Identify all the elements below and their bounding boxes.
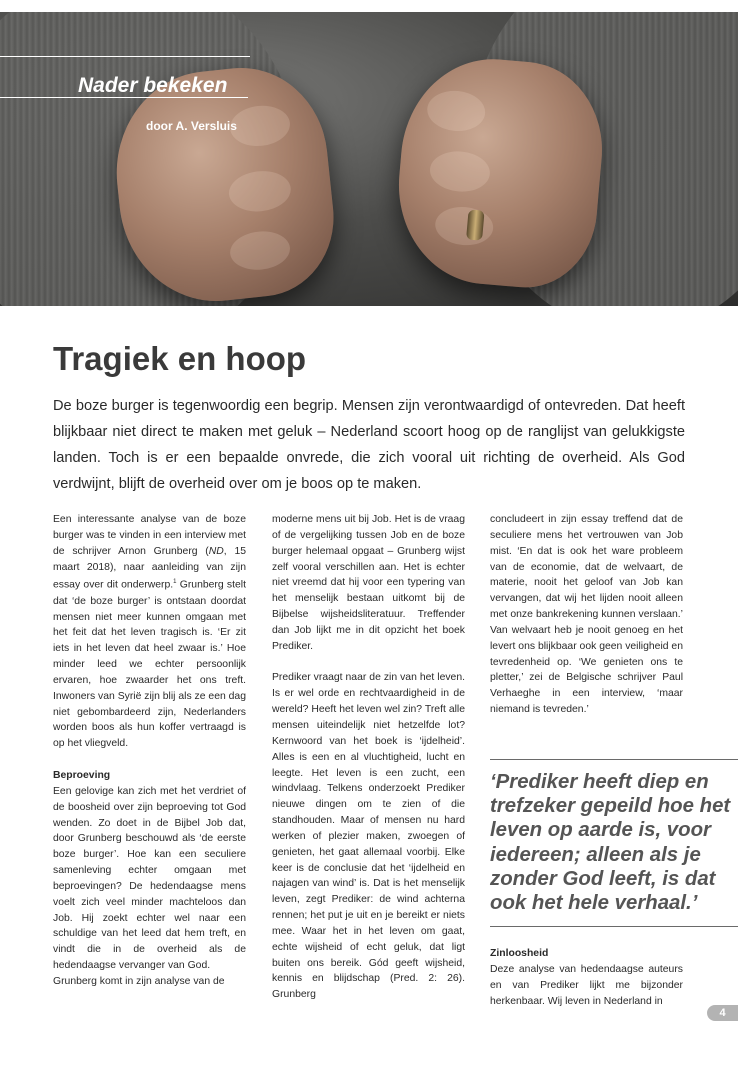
subheading-beproeving: Beproeving: [53, 769, 111, 781]
article-title: Tragiek en hoop: [53, 340, 307, 377]
footnote-ref: 1: [173, 579, 177, 586]
paragraph: Deze analyse van hedendaagse auteurs en van Prediker lijkt me bijzonder herkenbaar. Wij leven in Nederland in: [490, 963, 683, 1007]
page-number: 4: [707, 1005, 738, 1021]
subheading-zinloosheid: Zinloosheid: [490, 948, 549, 959]
wedding-ring: [466, 209, 485, 240]
article-lead: De boze burger is tegenwoordig een begrip. Mensen zijn verontwaardigd of ontevreden. Dat heeft blijkbaar niet direct te maken met geluk – Nederland scoort hoog op de ranglijst van gelukkigste landen. Toch is er een bepaalde onvrede, die zich vooral uit richting de overheid. Als God verdwijnt, blijft de overheid over om je boos op te maken.: [53, 398, 685, 492]
text-column-2: [272, 512, 465, 1003]
section-kicker: Nader bekeken: [78, 74, 228, 97]
text-column-3-continued: [490, 946, 683, 1009]
author-byline: door A. Versluis: [146, 119, 237, 133]
text-column-1: [53, 512, 246, 990]
paragraph: Grunberg komt in zijn analyse van de: [53, 975, 225, 987]
paragraph: moderne mens uit bij Job. Het is de vraag of de vergelijking tussen Job en de boze burger helemaal opgaat – Grunberg wijst zelf vooral verschillen aan. Het is echter niet vreemd dat hij voor een typering van het menselijk bestaan uitkomt bij de Bijbelse wijsheidsliteratuur. Treffender dan Job lijkt me in dit opzicht het boek Prediker.: [272, 514, 465, 652]
hero-photo-clenched-fists: [0, 12, 738, 306]
pullquote: ‘Prediker heeft diep en trefzeker gepeild hoe het leven op aarde is, voor iedereen; alleen als je zonder God leeft, is dat ook het hele verhaal.’: [490, 771, 731, 915]
paragraph: Een interessante analyse van de boze burger was te vinden in een interview met de schrijver Arnon Grunberg (ND, 15 maart 2018), naar aanleiding van zijn essay over dit onderwerp.$^1$ Grunberg stelt dat ‘de boze burger’ is ontstaan doordat mensen niet meer kunnen omgaan met het feit dat het leven tragisch is. ‘Er zit iets in het leven dat heel zwaar is.’ Hoe minder leed we echter persoonlijk ervaren, hoe zwaarder het ons treft. Inwoners van Syrië zijn blij als ze een dag niet gebombardeerd zijn, Nederlanders worden boos als hun koffer vertraagd is op het vliegveld.: [53, 514, 246, 750]
paragraph: Een gelovige kan zich met het verdriet of de boosheid over zijn beproeving tot God wenden. Zo doet in de Bijbel Job dat, door Grunberg beschouwd als ‘de eerste boze burger’. Hoe kan een seculiere samenleving echter omgaan met beproevingen? De hedendaagse mens voelt zich veel minder machteloos dan Job. Hij zoekt echter wel naar een schuldige van het leed dat hem treft, en vindt die in de overheid als de hedendaagse vervanger van God.: [53, 785, 246, 972]
pullquote-rule-bottom: [490, 926, 738, 927]
paragraph: concludeert in zijn essay treffend dat de seculiere mens het vertrouwen van Job mist. ‘En dat is ook het ware probleem van de economie, dat de welvaart, de materie, nooit het geloof van Job kan vervangen, dat wij het lijden nooit alleen met onze bankrekening kunnen verslaan.’ Van welvaart heb je nooit genoeg en het levert ons blijkbaar ook geen veiligheid en tevredenheid op. ‘We genieten ons te pletter,’ zei de Belgische schrijver Paul Verhaeghe in een interview, ‘maar niemand is tevreden.’: [490, 514, 683, 716]
text-column-3: [490, 512, 683, 718]
paragraph: Prediker vraagt naar de zin van het leven. Is er wel orde en rechtvaardigheid in de wereld? Heeft het leven wel zin? Treft alle mensen uiteindelijk niet hetzelfde lot? Kernwoord van het boek is ‘ijdelheid’. Alles is een en al vluchtigheid, lucht en leegte. Het leven is een zucht, een windvlaag. Telkens onderzoekt Prediker nieuwe dingen om te zien of die standhouden. Maar of mensen nu hard werken of plezier maken, zwoegen of genieten, het gaat allemaal voorbij. Elke keer is de conclusie dat het ‘ijdelheid en najagen van wind’ is. Dat is het menselijk leven, zegt Prediker: de wind achterna rennen; het put je uit en je bereikt er niets mee. Waar het in het leven om gaat, echte wijsheid of echt geluk, dat ligt buiten ons bereik. Gód geeft wijsheid, kennis en blijdschap (Pred. 2: 26). Grunberg: [272, 672, 465, 1001]
newspaper-ref: ND: [208, 545, 224, 557]
right-fist: [391, 52, 610, 294]
kicker-rule-top: [0, 56, 250, 57]
pullquote-rule-top: [490, 759, 738, 760]
